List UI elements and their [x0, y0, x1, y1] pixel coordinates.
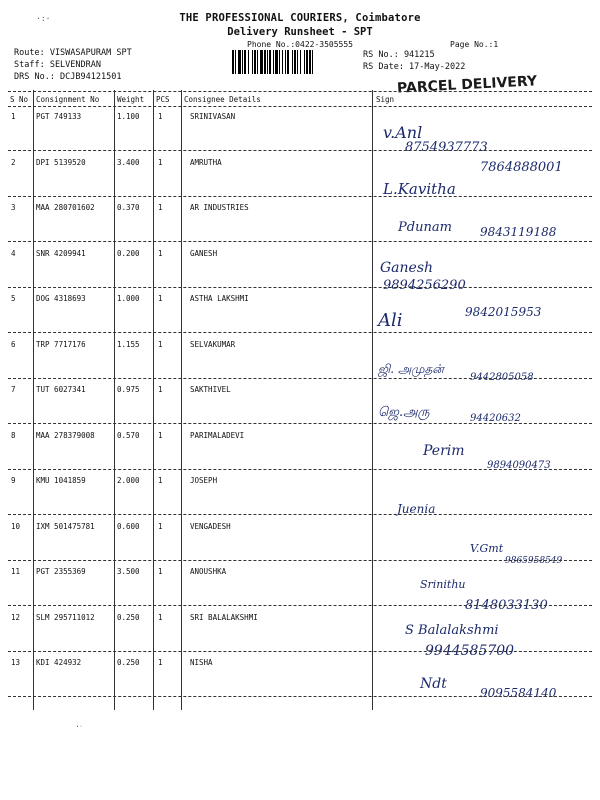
row-pcs: 1 — [158, 521, 163, 531]
row-pcs: 1 — [158, 248, 163, 258]
row-divider — [8, 150, 592, 151]
signature-phone: 9095584140 — [480, 686, 557, 700]
signature-phone: 8148033130 — [465, 598, 548, 613]
row-consignment: TUT 6027341 — [36, 385, 86, 394]
signature-phone: 8754937773 — [405, 140, 488, 155]
barcode-image — [231, 50, 353, 74]
signature-phone: 9894256290 — [383, 278, 466, 293]
column-rule — [33, 90, 34, 710]
row-divider — [8, 469, 592, 470]
column-rule — [372, 90, 373, 710]
signature-name: Juenia — [397, 502, 436, 516]
row-weight: 3.400 — [117, 157, 140, 167]
row-divider — [8, 696, 592, 697]
document-title: Delivery Runsheet - SPT — [227, 26, 373, 38]
signature-name: v.Anl — [383, 123, 423, 142]
row-weight: 1.155 — [117, 339, 140, 349]
row-sno: 13 — [11, 658, 21, 667]
signature-name: Perim — [423, 443, 465, 459]
phone-number: Phone No.:0422-3505555 — [247, 40, 353, 49]
signature-name: Ndt — [420, 676, 447, 692]
row-consignee: ANOUSHKA — [190, 567, 227, 576]
signature-phone: 9442805058 — [470, 372, 534, 383]
row-consignment: KDI 424932 — [36, 658, 82, 667]
row-pcs: 1 — [158, 567, 163, 576]
row-consignee: SELVAKUMAR — [190, 339, 236, 349]
row-divider — [8, 332, 592, 333]
row-consignee: JOSEPH — [190, 476, 218, 485]
divider — [8, 91, 592, 92]
row-sno: 2 — [11, 157, 16, 167]
row-consignment: MAA 278379008 — [36, 430, 95, 440]
signature-name: Ali — [378, 310, 403, 331]
row-pcs: 1 — [158, 294, 163, 303]
row-consignee: AR INDUSTRIES — [190, 203, 249, 212]
row-pcs: 1 — [158, 430, 163, 440]
row-pcs: 1 — [158, 476, 163, 485]
row-sno: 3 — [11, 203, 16, 212]
row-consignment: DOG 4318693 — [36, 294, 86, 303]
row-consignment: KMU 1041859 — [36, 476, 86, 485]
row-sno: 9 — [11, 476, 16, 485]
row-sno: 8 — [11, 430, 16, 440]
signature-name: Pdunam — [398, 220, 452, 235]
signature-name: S Balalakshmi — [405, 623, 499, 638]
row-divider — [8, 241, 592, 242]
row-weight: 3.500 — [117, 567, 140, 576]
signature-phone: 9843119188 — [480, 225, 557, 239]
col-sno: S No — [10, 95, 29, 104]
signature-name: V.Gmt — [470, 542, 504, 555]
row-consignment: SNR 4209941 — [36, 248, 86, 258]
drs-number: DRS No.: DCJB94121501 — [14, 72, 122, 82]
row-weight: 0.250 — [117, 658, 140, 667]
row-consignment: PGT 749133 — [36, 112, 82, 121]
row-consignee: SAKTHIVEL — [190, 385, 231, 394]
column-rule — [114, 90, 115, 710]
signature-phone: 9865958549 — [505, 556, 563, 566]
signature-phone: 94420632 — [470, 413, 521, 424]
route: Route: VISWASAPURAM SPT — [14, 48, 132, 58]
scan-mark: ·ᐧ — [75, 722, 82, 731]
signature-name: Ganesh — [380, 260, 434, 276]
row-sno: 5 — [11, 294, 16, 303]
row-pcs: 1 — [158, 157, 163, 167]
row-consignee: AMRUTHA — [190, 157, 222, 167]
row-consignee: SRI BALALAKSHMI — [190, 612, 258, 622]
row-consignment: TRP 7717176 — [36, 339, 86, 349]
parcel-delivery-stamp: PARCEL DELIVERY — [396, 73, 538, 97]
scan-mark: ·:· — [36, 14, 51, 23]
row-consignment: MAA 280701602 — [36, 203, 95, 212]
signature-phone: 9894090473 — [487, 460, 551, 471]
row-sno: 10 — [11, 521, 21, 531]
row-sno: 11 — [11, 567, 21, 576]
row-weight: 0.200 — [117, 248, 140, 258]
signature-phone: 9842015953 — [465, 305, 542, 319]
row-pcs: 1 — [158, 385, 163, 394]
row-consignee: VENGADESH — [190, 521, 231, 531]
row-weight: 0.570 — [117, 430, 140, 440]
row-consignment: IXM 501475781 — [36, 521, 95, 531]
row-sno: 4 — [11, 248, 16, 258]
row-pcs: 1 — [158, 339, 163, 349]
row-weight: 0.370 — [117, 203, 140, 212]
column-rule — [153, 90, 154, 710]
row-divider — [8, 605, 592, 606]
row-sno: 12 — [11, 612, 21, 622]
row-weight: 0.250 — [117, 612, 140, 622]
row-consignee: NISHA — [190, 658, 213, 667]
row-pcs: 1 — [158, 203, 163, 212]
row-consignment: PGT 2355369 — [36, 567, 86, 576]
col-consignment: Consignment No — [36, 95, 100, 104]
row-consignee: GANESH — [190, 248, 218, 258]
signature-name: Srinithu — [420, 578, 466, 591]
signature-name: ஜெ.அரு — [378, 405, 430, 420]
row-consignment: DPI 5139520 — [36, 157, 86, 167]
row-divider — [8, 287, 592, 288]
signature-phone: 7864888001 — [480, 160, 563, 175]
row-pcs: 1 — [158, 658, 163, 667]
col-weight: Weight — [117, 95, 145, 104]
row-consignment: SLM 295711012 — [36, 612, 95, 622]
row-pcs: 1 — [158, 612, 163, 622]
row-divider — [8, 651, 592, 652]
row-divider — [8, 378, 592, 379]
rs-number: RS No.: 941215 — [363, 50, 435, 60]
row-consignee: SRINIVASAN — [190, 112, 236, 121]
row-divider — [8, 514, 592, 515]
company-title: THE PROFESSIONAL COURIERS, Coimbatore — [179, 12, 421, 24]
column-rule — [181, 90, 182, 710]
row-sno: 1 — [11, 112, 16, 121]
row-weight: 1.100 — [117, 112, 140, 121]
row-divider — [8, 560, 592, 561]
row-weight: 0.600 — [117, 521, 140, 531]
signature-name: ஜி. அமுதன் — [378, 362, 444, 376]
row-sno: 6 — [11, 339, 16, 349]
row-pcs: 1 — [158, 112, 163, 121]
row-consignee: PARIMALADEVI — [190, 430, 245, 440]
row-divider — [8, 423, 592, 424]
signature-name: L.Kavitha — [383, 180, 456, 198]
col-sign: Sign — [376, 95, 395, 104]
staff: Staff: SELVENDRAN — [14, 60, 101, 70]
row-weight: 1.000 — [117, 294, 140, 303]
page-number: Page No.:1 — [450, 40, 499, 49]
row-weight: 0.975 — [117, 385, 140, 394]
signature-phone: 9944585700 — [425, 643, 515, 659]
row-weight: 2.000 — [117, 476, 140, 485]
row-sno: 7 — [11, 385, 16, 394]
divider — [8, 106, 592, 107]
col-consignee: Consignee Details — [184, 95, 261, 104]
col-pcs: PCS — [156, 95, 170, 104]
row-divider — [8, 196, 592, 197]
rs-date: RS Date: 17-May-2022 — [363, 62, 466, 72]
row-consignee: ASTHA LAKSHMI — [190, 294, 249, 303]
